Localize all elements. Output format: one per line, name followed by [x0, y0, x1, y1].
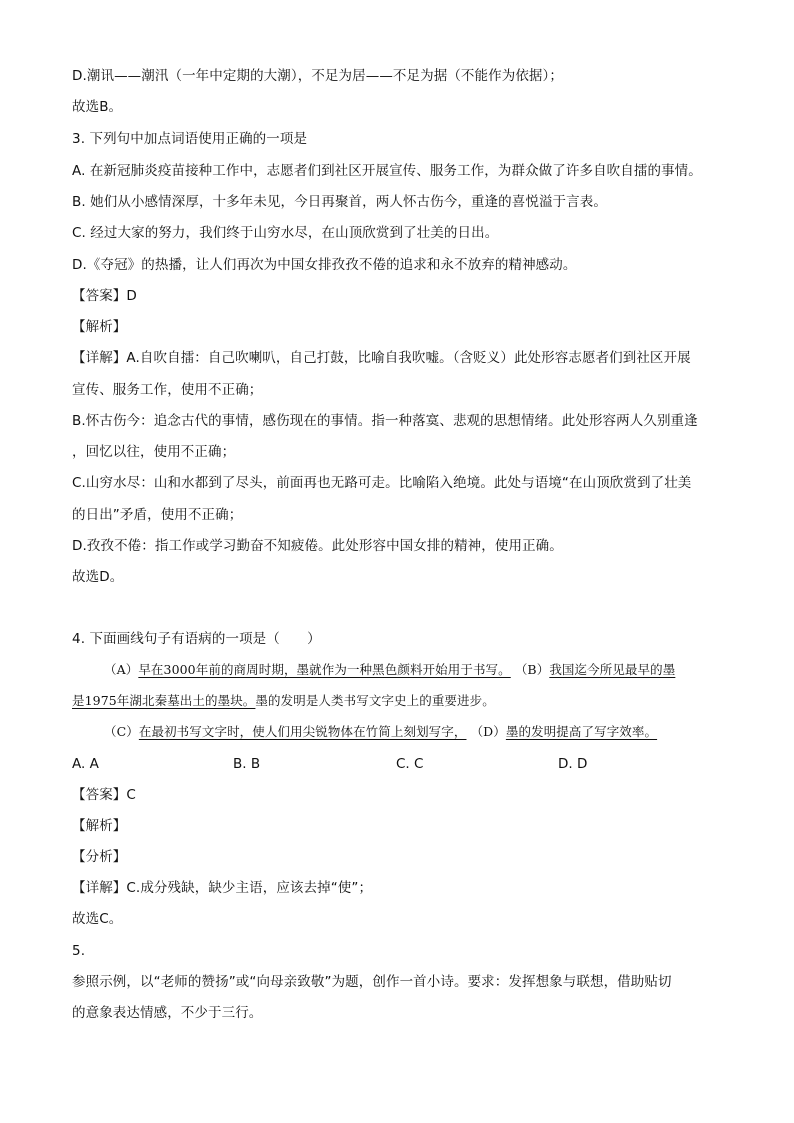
answer-label: 【答案】D — [72, 288, 137, 304]
question-5-number: 5. — [72, 943, 86, 959]
explanation-line: 的日出”矛盾，使用不正确； — [72, 507, 243, 523]
answer-label: 【答案】C — [72, 787, 136, 803]
explanation-line: 【详解】C.成分残缺，缺少主语，应该去掉“使”； — [72, 880, 373, 896]
passage-label-d: （D） — [470, 724, 506, 739]
passage-sentence-d: 墨的发明提高了写字效率。 — [505, 724, 658, 739]
question-3-stem: 3. 下列句中加点词语使用正确的一项是 — [72, 131, 308, 147]
analysis-label: 【解析】 — [72, 319, 127, 335]
question-4-option-d: D. D — [558, 756, 588, 772]
question-4-stem: 4. 下面画线句子有语病的一项是（ ） — [72, 631, 321, 647]
passage-label-c: （C） — [104, 724, 139, 739]
analysis-sub-label: 【分析】 — [72, 849, 127, 865]
text-line: 故选D。 — [72, 569, 124, 585]
text-line: 故选C。 — [72, 911, 123, 927]
explanation-line: ，回忆以往，使用不正确； — [72, 444, 236, 460]
explanation-line: 【详解】A.自吹自擂：自己吹喇叭，自己打鼓，比喻自我吹嘘。（含贬义）此处形容志愿者们到社区开展 — [72, 350, 691, 366]
question-3-option-d: D.《夺冠》的热播，让人们再次为中国女排孜孜不倦的追求和永不放弃的精神感动。 — [72, 257, 577, 273]
question-3-option-c: C. 经过大家的努力，我们终于山穷水尽，在山顶欣赏到了壮美的日出。 — [72, 225, 499, 241]
passage-label-a: （A） — [104, 662, 139, 677]
question-3-option-a: A. 在新冠肺炎疫苗接种工作中，志愿者们到社区开展宣传、服务工作，为群众做了许多自吹自擂的事情。 — [72, 163, 702, 179]
passage-sentence-a: 早在3000年前的商周时期，墨就作为一种黑色颜料开始用于书写。 — [138, 662, 511, 677]
passage-sentence-b: 我国迄今所见最早的墨 — [549, 662, 676, 677]
passage-label-b: （B） — [514, 662, 550, 677]
analysis-label: 【解析】 — [72, 818, 127, 834]
question-5-stem: 参照示例，以“老师的赞扬”或“向母亲致敬”为题，创作一首小诗。要求：发挥想象与联想，借助贴切 — [72, 974, 672, 990]
passage-sentence-b-cont: 是1975年湖北秦墓出土的墨块。 — [72, 693, 256, 708]
question-4-option-a: A. A — [72, 756, 99, 772]
explanation-line: C.山穷水尽：山和水都到了尽头，前面再也无路可走。比喻陷入绝境。此处与语境“在山顶欣赏到了壮美 — [72, 475, 692, 491]
text-line: D.潮讯——潮汛（一年中定期的大潮），不足为居——不足为据（不能作为依据）； — [72, 68, 563, 84]
question-5-stem: 的意象表达情感，不少于三行。 — [72, 1005, 263, 1021]
question-3-option-b: B. 她们从小感情深厚，十多年未见，今日再聚首，两人怀古伤今，重逢的喜悦溢于言表。 — [72, 194, 607, 210]
explanation-line: B.怀古伤今：追念古代的事情，感伤现在的事情。指一种落寞、悲观的思想情绪。此处形容两人久别重逢 — [72, 413, 698, 429]
text-line: 故选B。 — [72, 99, 123, 115]
passage-line-3 — [104, 722, 657, 742]
explanation-line: D.孜孜不倦：指工作或学习勤奋不知疲倦。此处形容中国女排的精神，使用正确。 — [72, 538, 563, 554]
passage-sentence-c: 在最初书写文字时，使人们用尖锐物体在竹简上刻划写字， — [138, 724, 467, 739]
explanation-line: 宣传、服务工作，使用不正确； — [72, 382, 263, 398]
question-4-option-b: B. B — [233, 756, 261, 772]
passage-line-1 — [104, 660, 675, 680]
passage-line-2 — [72, 691, 495, 711]
passage-sentence-mid: 墨的发明是人类书写文字史上的重要进步。 — [255, 693, 495, 708]
question-4-option-c: C. C — [396, 756, 424, 772]
